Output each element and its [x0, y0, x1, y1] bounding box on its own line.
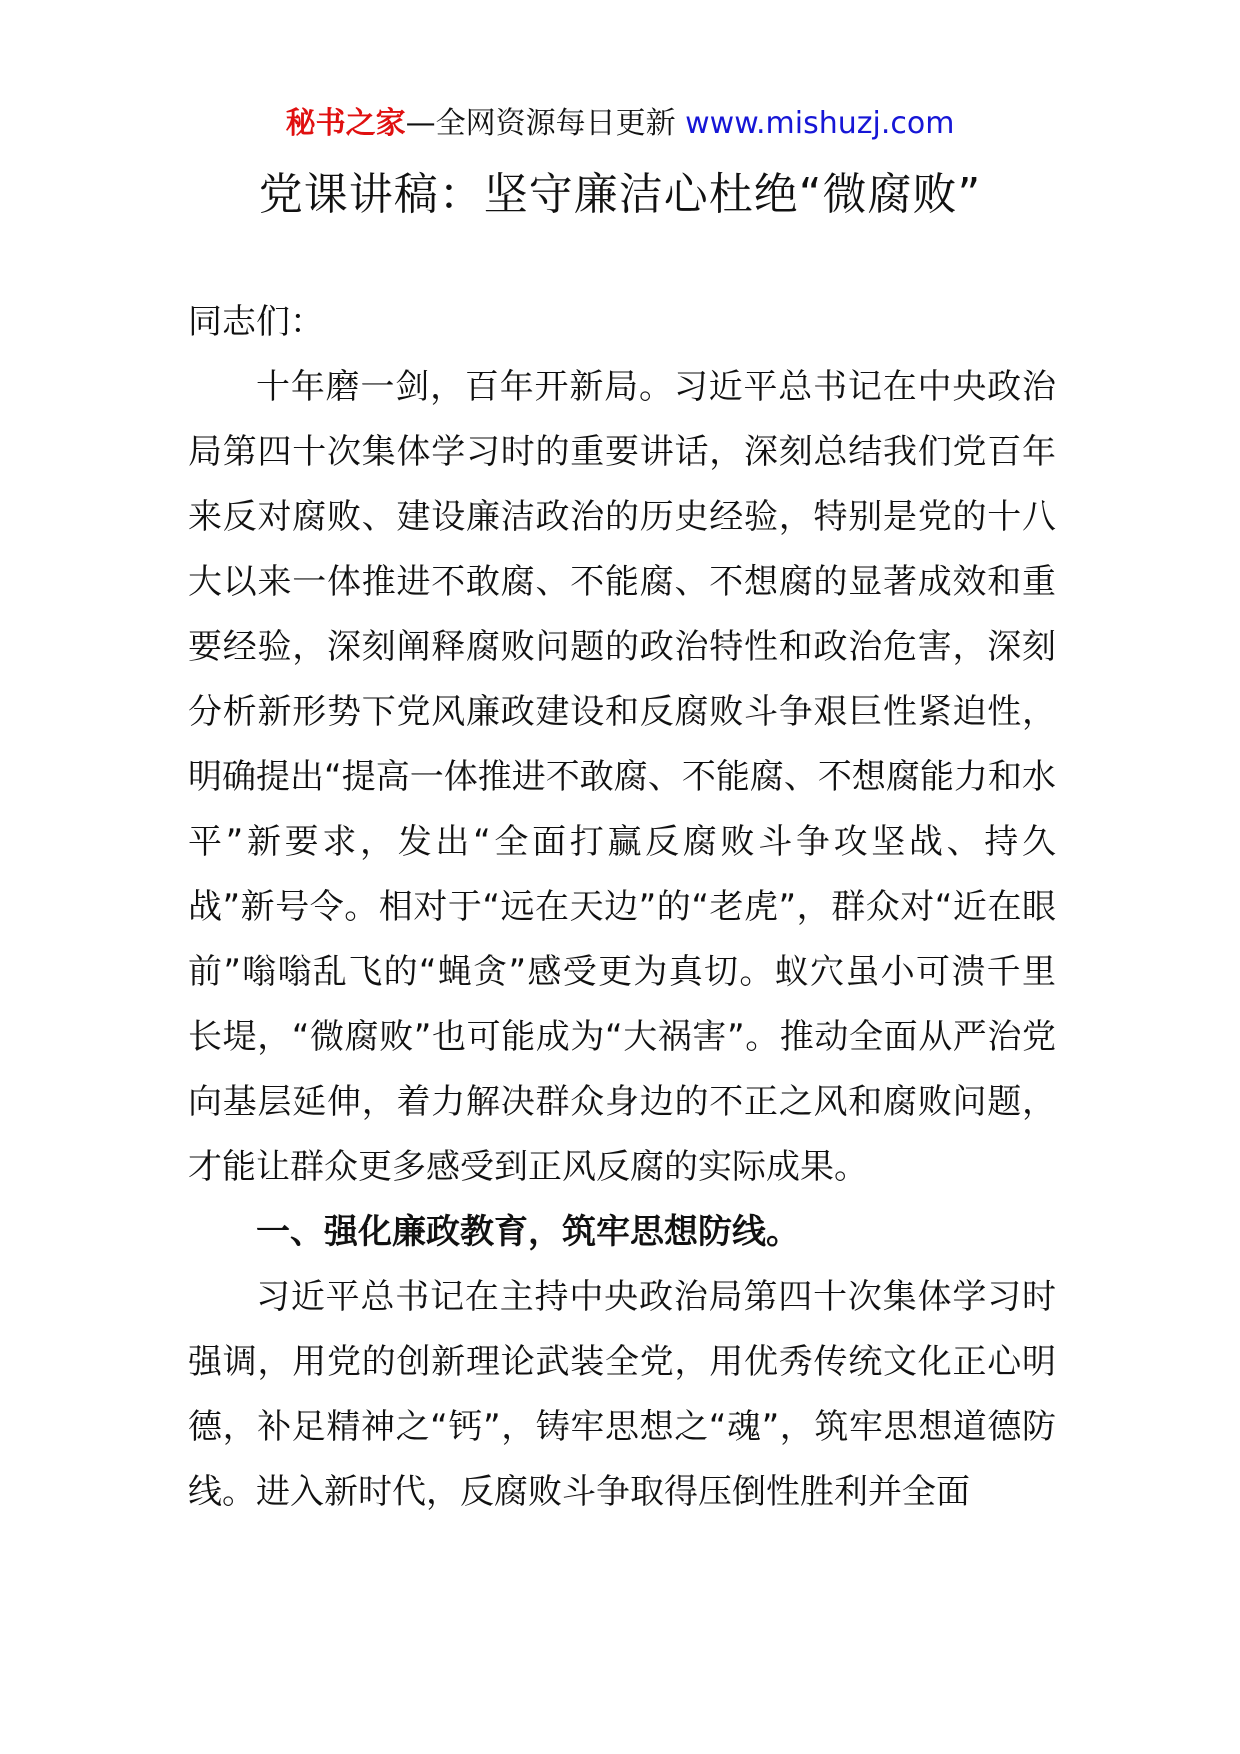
header-slogan: —全网资源每日更新: [405, 106, 676, 141]
section-heading: 一、强化廉政教育，筑牢思想防线。: [256, 1212, 800, 1252]
section-paragraph: 习近平总书记在主持中央政治局第四十次集体学习时强调，用党的创新理论武装全党，用优秀传统文化正心明德，补足精神之“钙”，铸牢思想之“魂”，筑牢思想道德防线。进入新时代，反腐败斗争取得压倒性胜利并全面: [188, 1277, 1056, 1512]
document-body: [188, 290, 1056, 1525]
page-header: [0, 96, 1240, 152]
website-link[interactable]: www.mishuzj.com: [685, 106, 955, 141]
brand-name: 秘书之家: [285, 106, 406, 141]
document-title: 党课讲稿：坚守廉洁心杜绝“微腐败”: [258, 169, 982, 220]
intro-paragraph: 十年磨一剑，百年开新局。习近平总书记在中央政治局第四十次集体学习时的重要讲话，深刻总结我们党百年来反对腐败、建设廉洁政治的历史经验，特别是党的十八大以来一体推进不敢腐、不能腐、不想腐的显著成效和重要经验，深刻阐释腐败问题的政治特性和政治危害，深刻分析新形势下党风廉政建设和反腐败斗争艰巨性紧迫性，明确提出“提高一体推进不敢腐、不能腐、不想腐能力和水平”新要求，发出“全面打赢反腐败斗争攻坚战、持久战”新号令。相对于“远在天边”的“老虎”，群众对“近在眼前”嗡嗡乱飞的“蝇贪”感受更为真切。蚁穴虽小可溃千里长堤，“微腐败”也可能成为“大祸害”。推动全面从严治党向基层延伸，着力解决群众身边的不正之风和腐败问题，才能让群众更多感受到正风反腐的实际成果。: [188, 367, 1056, 1187]
salutation: 同志们：: [188, 302, 324, 342]
